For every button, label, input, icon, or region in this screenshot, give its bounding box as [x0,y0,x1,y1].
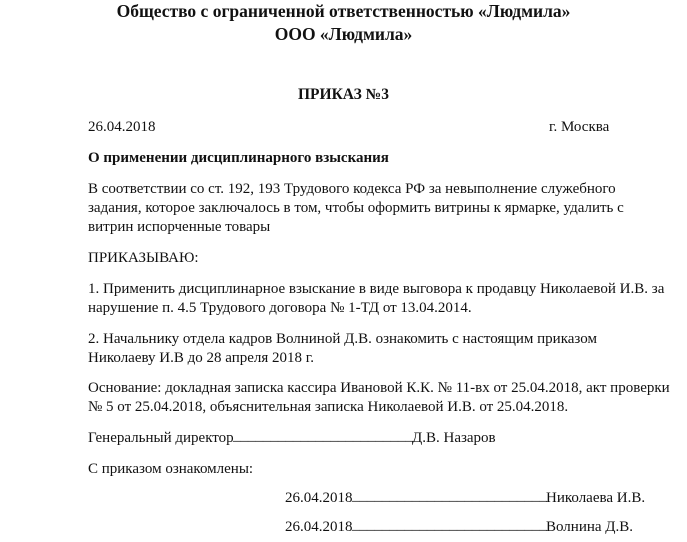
preamble-line: витрин испорченные товары [88,219,271,235]
order-subject: О применении дисциплинарного взыскания [88,150,389,166]
acknowledgement-name: Николаева И.В. [546,490,646,506]
basis-line: Основание: докладная записка кассира Ивановой К.К. № 11-вх от 25.04.2018, акт проверки [88,380,670,396]
item-2-line: 2. Начальнику отдела кадров Волниной Д.В. ознакомить с настоящим приказом [88,331,597,347]
acknowledgement-label: С приказом ознакомлены: [88,461,254,477]
acknowledgement-signature-line: __________________________ [352,517,547,533]
acknowledgement-date: 26.04.2018 [285,490,353,506]
acknowledgement-signature-line: __________________________ [352,488,547,504]
signature-name: Д.В. Назаров [412,430,496,446]
order-title: ПРИКАЗ №3 [297,86,389,103]
signature-line: ________________________ [233,428,413,444]
preamble-line: В соответствии со ст. 192, 193 Трудового кодекса РФ за невыполнение служебного [88,181,616,197]
preamble-line: задания, которое заключалось в том, чтобы оформить витрины к ярмарке, удалить с [88,200,624,216]
signature-position: Генеральный директор [88,430,234,446]
item-2-line: Николаеву И.В до 28 апреля 2018 г. [88,350,315,366]
acknowledgement-name: Волнина Д.В. [546,519,634,535]
order-city: г. Москва [549,119,610,135]
order-date: 26.04.2018 [88,119,156,135]
basis-line: № 5 от 25.04.2018, объяснительная записка Николаевой И.В. от 25.04.2018. [88,399,569,415]
acknowledgement-date: 26.04.2018 [285,519,353,535]
item-1-line: нарушение п. 4.5 Трудового договора № 1-ТД от 13.04.2014. [88,300,472,316]
item-1-line: 1. Применить дисциплинарное взыскание в виде выговора к продавцу Николаевой И.В. за [88,281,665,297]
organization-full-name: Общество с ограниченной ответственностью «Людмила» [116,1,571,21]
organization-short-name: ООО «Людмила» [274,24,413,44]
order-word: ПРИКАЗЫВАЮ: [88,250,199,266]
